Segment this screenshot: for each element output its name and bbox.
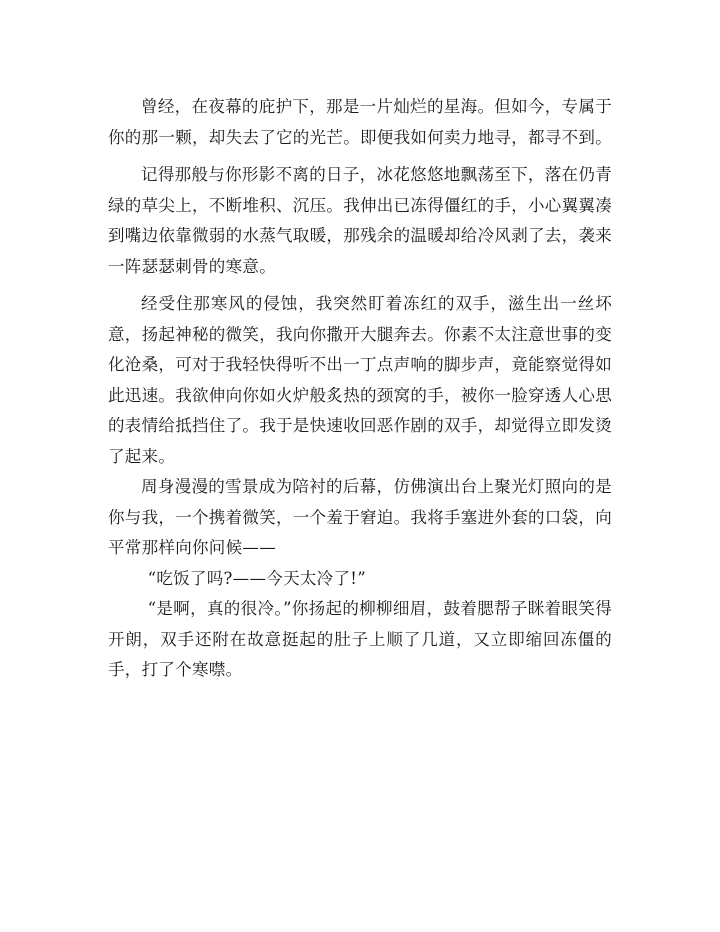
paragraph-2: 记得那般与你形影不离的日子，冰花悠悠地飘荡至下，落在仍青绿的草尖上，不断堆积、沉压。我伸出已冻得僵红的手，小心翼翼凑到嘴边依靠微弱的水蒸气取暖，那残余的温暖却给冷风剥了去，袭来一阵瑟瑟刺骨的寒意。 <box>108 165 612 276</box>
paragraph-4: 周身漫漫的雪景成为陪衬的后幕，仿佛演出台上聚光灯照向的是你与我，一个携着微笑，一个羞于窘迫。我将手塞进外套的口袋，向平常那样向你问候—— <box>108 477 612 557</box>
paragraph-3: 经受住那寒风的侵蚀，我突然盯着冻红的双手，滋生出一丝坏意，扬起神秘的微笑，我向你撒开大腿奔去。你素不太注意世事的变化沧桑，可对于我轻快得听不出一丁点声响的脚步声，竟能察觉得如此迅速。我欲伸向你如火炉般炙热的颈窝的手，被你一脸穿透人心思的表情给抵挡住了。我于是快速收回恶作剧的双手，却觉得立即发烫了起来。 <box>108 294 612 466</box>
dialogue-line-2: “是啊，真的很冷。”你扬起的柳柳细眉，鼓着腮帮子眯着眼笑得开朗，双手还附在故意挺起的肚子上顺了几道，又立即缩回冻僵的手，打了个寒噤。 <box>108 599 612 679</box>
dialogue-line-1: “吃饭了吗?——今天太冷了!” <box>147 568 366 588</box>
document-body <box>108 92 612 686</box>
paragraph-1: 曾经，在夜幕的庇护下，那是一片灿烂的星海。但如今，专属于你的那一颗，却失去了它的光芒。即便我如何卖力地寻，都寻不到。 <box>108 97 612 147</box>
